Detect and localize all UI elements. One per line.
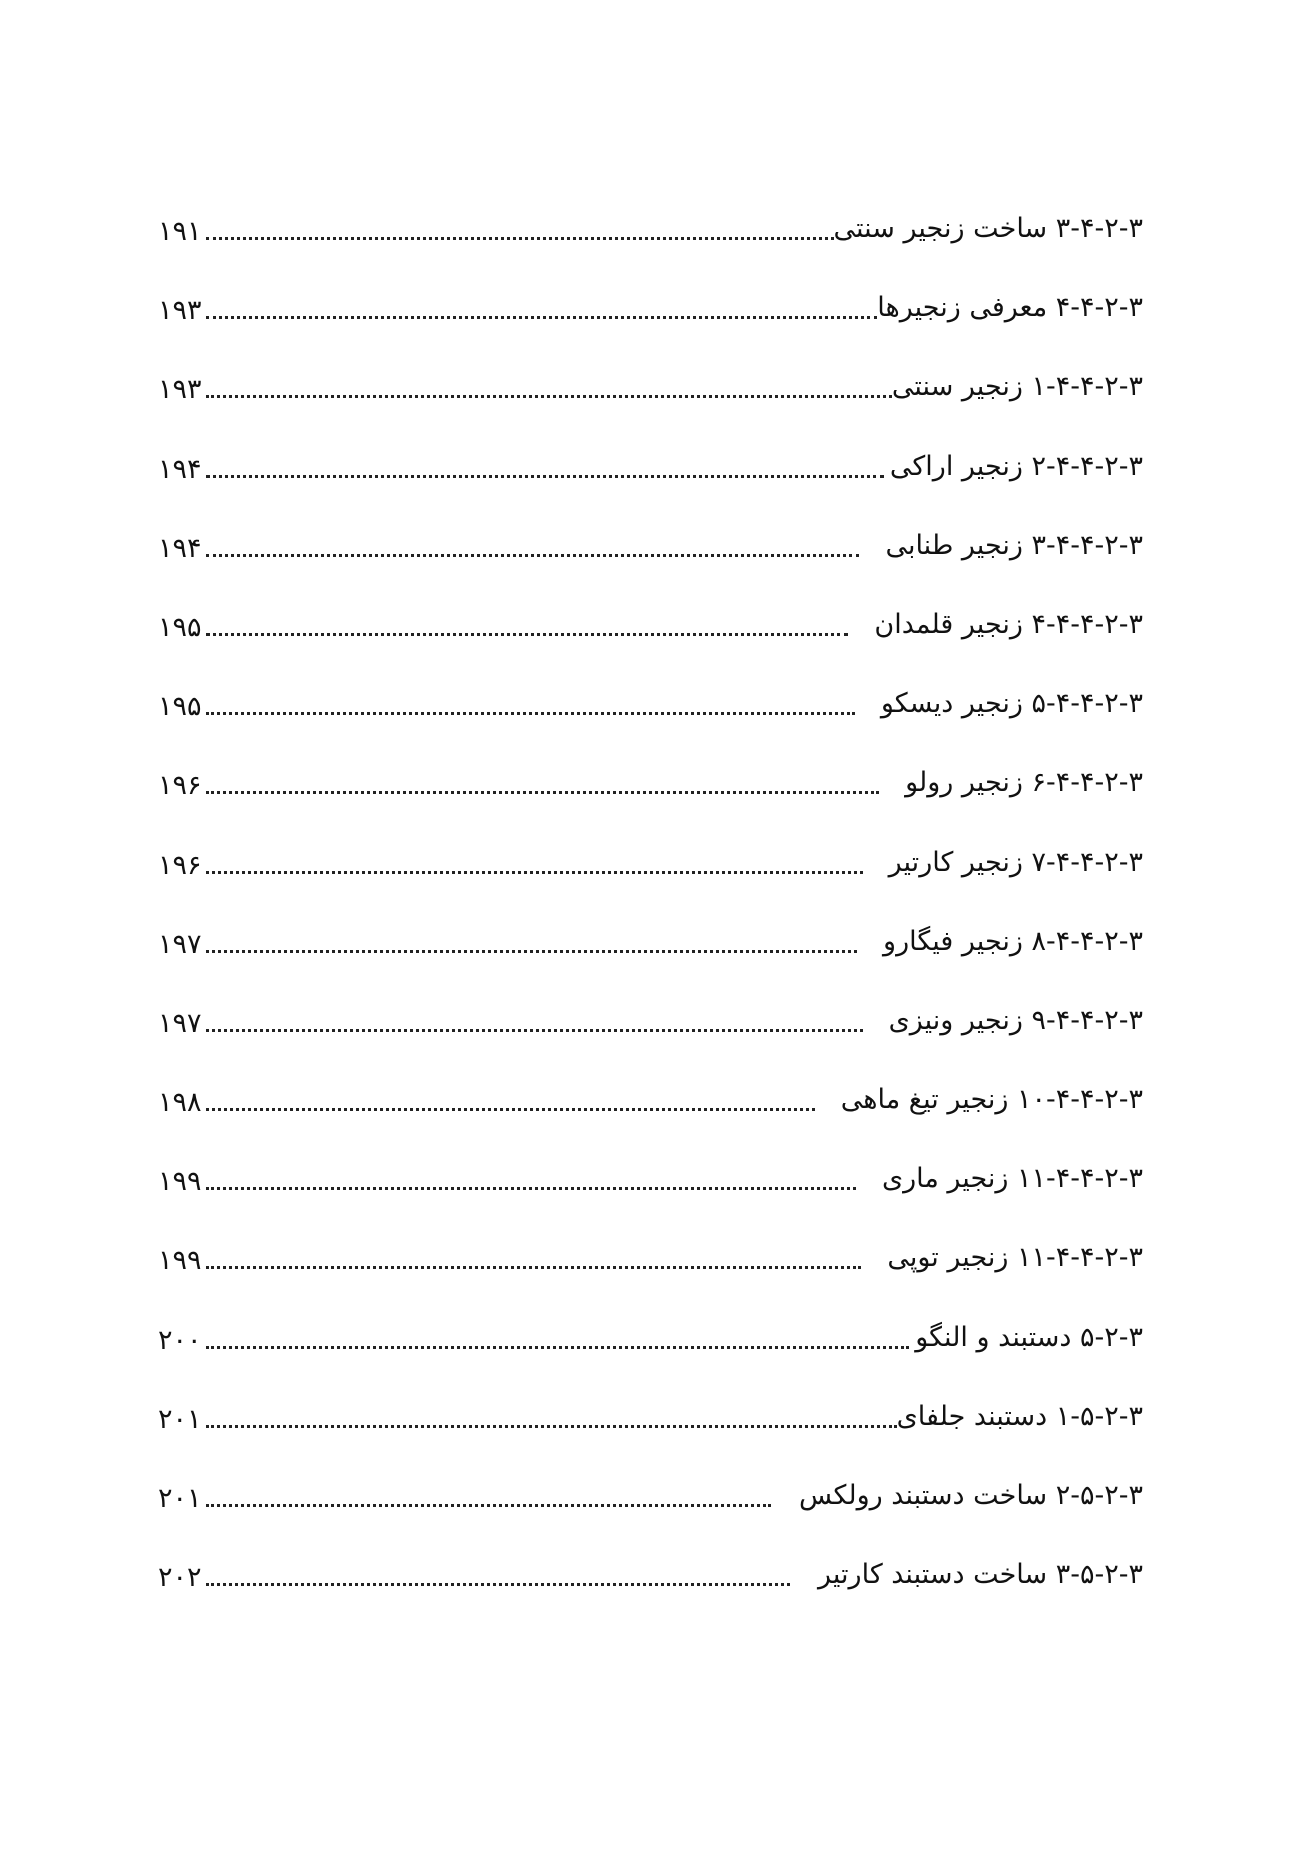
toc-page-number: ۲۰۲ — [158, 1562, 202, 1594]
toc-page-number: ۱۹۵ — [158, 691, 202, 723]
dot-leader — [206, 1577, 790, 1586]
toc-entry-title: ۴-۴-۴-۲-۳ زنجیر قلمدان — [874, 608, 1143, 640]
toc-page-number: ۱۹۳ — [158, 374, 202, 406]
toc-entry-title: ۳-۵-۲-۳ ساخت دستبند کارتیر — [818, 1559, 1143, 1591]
dot-leader — [206, 469, 884, 478]
table-of-contents — [158, 206, 1143, 1631]
toc-entry — [158, 1077, 1143, 1156]
toc-page-number: ۱۹۱ — [158, 216, 202, 247]
toc-page-number: ۱۹۷ — [158, 1007, 202, 1039]
toc-entry — [158, 1394, 1143, 1473]
toc-page-number: ۱۹۳ — [158, 295, 202, 327]
toc-entry-title: ۲-۴-۴-۲-۳ زنجیر اراکی — [889, 450, 1143, 482]
dot-leader — [206, 548, 859, 557]
toc-entry-title: ۸-۴-۴-۲-۳ زنجیر فیگارو — [883, 925, 1143, 957]
toc-entry — [158, 1552, 1143, 1631]
toc-entry — [158, 206, 1143, 285]
toc-entry — [158, 1473, 1143, 1552]
toc-entry — [158, 1156, 1143, 1235]
toc-page-number: ۱۹۴ — [158, 453, 202, 485]
toc-entry-title: ۵-۲-۳ دستبند و النگو — [915, 1321, 1143, 1353]
toc-entry — [158, 760, 1143, 839]
dot-leader — [206, 1023, 863, 1032]
toc-entry-title: ۳-۴-۴-۲-۳ زنجیر طنابی — [885, 529, 1143, 561]
toc-page-number: ۱۹۶ — [158, 849, 202, 881]
toc-entry — [158, 364, 1143, 443]
toc-entry — [158, 1235, 1143, 1314]
toc-entry-title: ۱-۴-۴-۲-۳ زنجیر سنتی — [891, 371, 1143, 403]
dot-leader — [206, 389, 892, 398]
dot-leader — [206, 785, 879, 794]
toc-entry-title: ۱-۵-۲-۳ دستبند جلفای — [896, 1400, 1143, 1432]
toc-page-number: ۱۹۵ — [158, 611, 202, 643]
toc-entry-title: ۳-۴-۲-۳ ساخت زنجیر سنتی — [833, 213, 1143, 244]
toc-entry — [158, 602, 1143, 681]
dot-leader — [206, 1260, 861, 1269]
toc-entry-title: ۲-۵-۲-۳ ساخت دستبند رولکس — [799, 1480, 1143, 1511]
toc-entry-title: ۵-۴-۴-۲-۳ زنجیر دیسکو — [880, 688, 1143, 720]
dot-leader — [206, 310, 877, 319]
dot-leader — [206, 1102, 815, 1111]
dot-leader — [206, 865, 863, 874]
toc-page-number: ۱۹۸ — [158, 1087, 202, 1119]
toc-entry-title: ۴-۴-۲-۳ معرفی زنجیرها — [877, 292, 1143, 324]
toc-entry-title: ۹-۴-۴-۲-۳ زنجیر ونیزی — [888, 1004, 1143, 1036]
toc-entry-title: ۱۱-۴-۴-۲-۳ زنجیر ماری — [881, 1163, 1143, 1195]
toc-entry — [158, 998, 1143, 1077]
dot-leader — [206, 706, 855, 715]
toc-entry — [158, 1315, 1143, 1394]
toc-entry — [158, 840, 1143, 919]
toc-entry — [158, 285, 1143, 364]
toc-page-number: ۲۰۰ — [158, 1324, 202, 1356]
toc-page-number: ۱۹۴ — [158, 532, 202, 564]
dot-leader — [206, 1181, 856, 1190]
toc-entry-title: ۱۱-۴-۴-۲-۳ زنجیر توپی — [887, 1242, 1143, 1274]
toc-entry — [158, 523, 1143, 602]
dot-leader — [206, 1419, 897, 1428]
toc-entry-title: ۶-۴-۴-۲-۳ زنجیر رولو — [905, 767, 1143, 799]
dot-leader — [206, 627, 848, 636]
toc-entry — [158, 919, 1143, 998]
toc-page-number: ۲۰۱ — [158, 1483, 202, 1514]
toc-page-number: ۱۹۷ — [158, 928, 202, 960]
toc-entry-title: ۷-۴-۴-۲-۳ زنجیر کارتیر — [888, 846, 1143, 878]
toc-entry-title: ۱۰-۴-۴-۲-۳ زنجیر تیغ ماهی — [840, 1084, 1143, 1116]
dot-leader — [206, 944, 857, 953]
toc-entry — [158, 444, 1143, 523]
toc-page-number: ۱۹۹ — [158, 1245, 202, 1277]
toc-page-number: ۲۰۱ — [158, 1403, 202, 1435]
dot-leader — [206, 1498, 771, 1507]
toc-entry — [158, 681, 1143, 760]
dot-leader — [206, 231, 834, 240]
toc-page-number: ۱۹۹ — [158, 1166, 202, 1198]
toc-page-number: ۱۹۶ — [158, 770, 202, 802]
dot-leader — [206, 1340, 909, 1349]
